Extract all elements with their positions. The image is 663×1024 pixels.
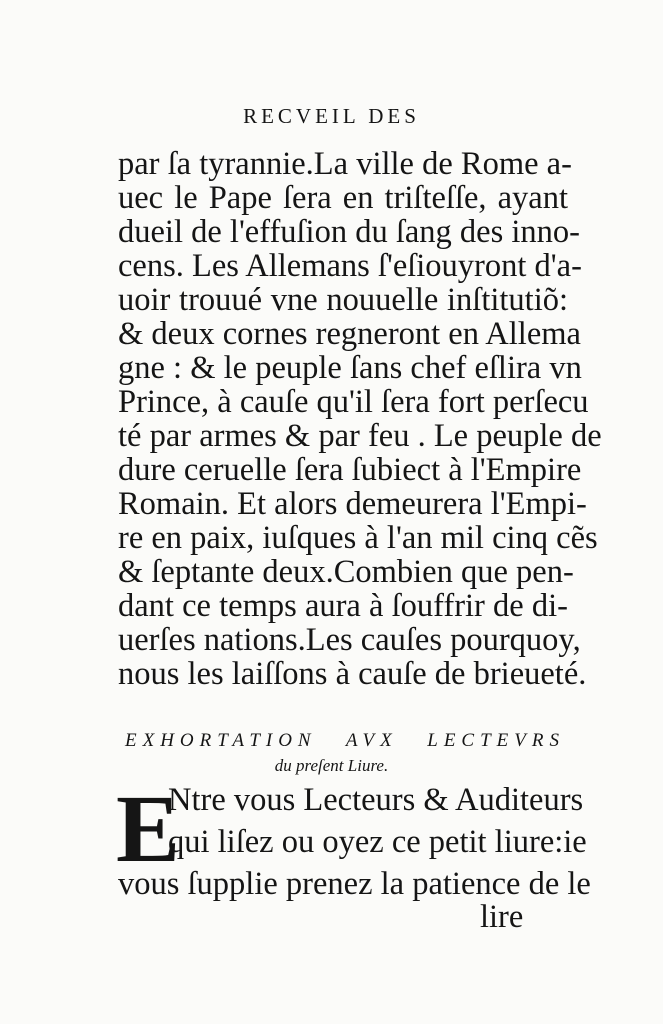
text-line: & deux cornes regneront en Allema [118, 316, 581, 352]
catchword: lire [480, 899, 524, 935]
text-line: cens. Les Allemans ſ'eſiouyront d'a- [118, 248, 582, 284]
text-line: gne : & le peuple ſans chef eſlira vn [118, 350, 582, 386]
text-line: dant ce temps aura à ſouffrir de di- [118, 588, 568, 624]
text-line: dueil de l'effuſion du ſang des inno- [118, 214, 580, 250]
text-line: Prince, à cauſe qu'il ſera fort perſecu [118, 384, 589, 420]
text-line: qui liſez ou oyez ce petit liure:ie [168, 824, 587, 860]
running-head: RECVEIL DES [243, 104, 420, 128]
text-line: re en paix, iuſques à l'an mil cinq cẽs [118, 520, 598, 556]
text-line: té par armes & par feu . Le peuple de [118, 418, 602, 454]
text-line: uoir trouué vne nouuelle inſtitutiõ: [118, 282, 568, 318]
text-line: uerſes nations.Les cauſes pourquoy, [118, 622, 581, 658]
text-line: vous ſupplie prenez la patience de le [118, 866, 591, 902]
text-line: Ntre vous Lecteurs & Auditeurs [168, 782, 584, 818]
text-line: uec le Pape ſera en triſteſſe, ayant [118, 180, 568, 216]
section-title: EXHORTATION AVX LECTEVRS [125, 730, 565, 751]
text-line: & ſeptante deux.Combien que pen- [118, 554, 574, 590]
text-line: nous les laiſſons à cauſe de brieueté. [118, 656, 587, 692]
text-line: Romain. Et alors demeurera l'Empi- [118, 486, 587, 522]
text-line: dure ceruelle ſera ſubiect à l'Empire [118, 452, 582, 488]
section-subtitle: du preſent Liure. [274, 756, 389, 775]
text-line: par ſa tyrannie.La ville de Rome a- [118, 146, 572, 182]
drop-cap: E [116, 775, 181, 882]
